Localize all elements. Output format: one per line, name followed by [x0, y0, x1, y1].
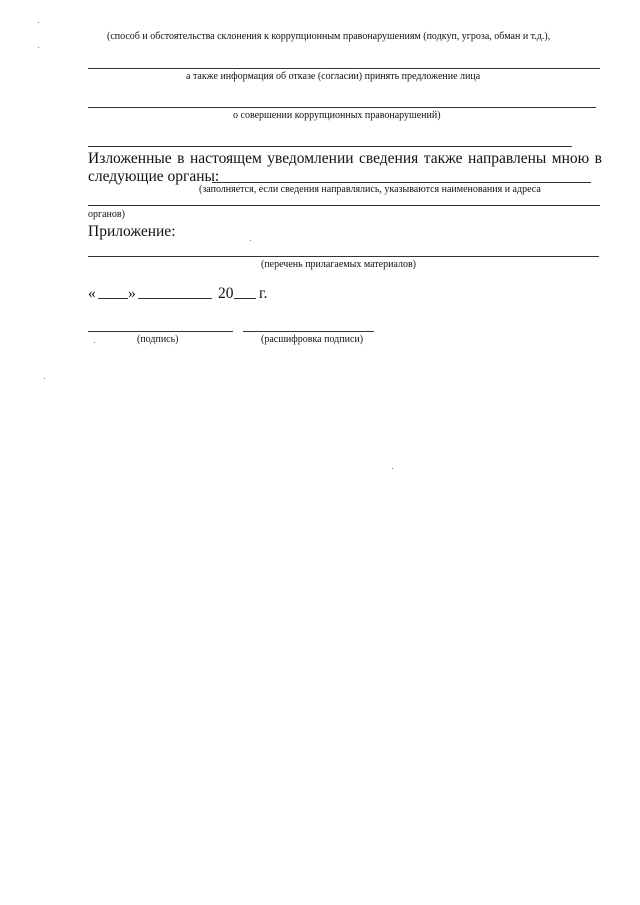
- attachment-label: Приложение:: [88, 223, 176, 240]
- fill-line-bodies-2[interactable]: [88, 205, 600, 206]
- fill-line-method[interactable]: [88, 68, 600, 69]
- date-day-field[interactable]: [98, 298, 128, 299]
- fill-line-attachments[interactable]: [88, 256, 599, 257]
- caption-bodies: (заполняется, если сведения направлялись, указываются наименования и адреса: [199, 184, 541, 195]
- date-close-quote: »: [128, 285, 136, 302]
- scan-speck: [38, 22, 39, 23]
- signature-decoding-field[interactable]: [243, 331, 374, 332]
- date-year-prefix: 20: [218, 285, 234, 302]
- caption-bodies-end: органов): [88, 209, 125, 220]
- caption-refusal: а также информация об отказе (согласии) принять предложение лица: [186, 71, 481, 82]
- statement-line-1: Изложенные в настоящем уведомлении сведения также направлены мною в: [88, 150, 602, 167]
- date-open-quote: «: [88, 285, 96, 302]
- fill-line-refusal[interactable]: [88, 107, 596, 108]
- scan-speck: [44, 378, 45, 379]
- caption-signature-decoding: (расшифровка подписи): [261, 334, 364, 345]
- signature-field[interactable]: [88, 331, 233, 332]
- scan-speck: [392, 468, 393, 469]
- date-year-suffix: г.: [259, 285, 268, 302]
- scan-speck: [38, 47, 39, 48]
- caption-offense: о совершении коррупционных правонарушений): [233, 110, 441, 121]
- fill-line-bodies[interactable]: [212, 182, 591, 183]
- fill-line-offense[interactable]: [88, 146, 572, 147]
- caption-method: (способ и обстоятельства склонения к коррупционным правонарушениям (подкуп, угроза, обман и т.д.),: [107, 31, 551, 42]
- caption-attachments: (перечень прилагаемых материалов): [261, 259, 417, 270]
- scan-speck: [94, 342, 95, 343]
- date-month-field[interactable]: [138, 298, 212, 299]
- scan-speck: [250, 240, 251, 241]
- date-year-field[interactable]: [234, 298, 256, 299]
- caption-signature: (подпись): [137, 334, 179, 345]
- statement-line-2: следующие органы:: [88, 168, 220, 185]
